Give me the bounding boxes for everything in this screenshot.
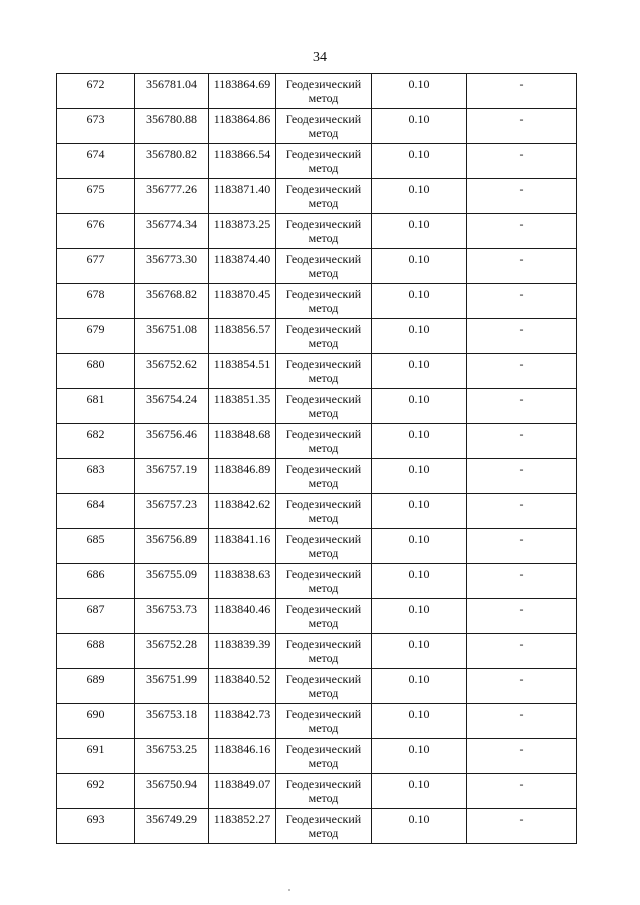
accuracy-cell: 0.10 (372, 634, 467, 669)
method-cell: Геодезический метод (276, 704, 372, 739)
description-cell: - (467, 599, 577, 634)
y-coordinate-cell: 1183873.25 (209, 214, 276, 249)
accuracy-cell: 0.10 (372, 179, 467, 214)
y-coordinate-cell: 1183842.73 (209, 704, 276, 739)
method-cell: Геодезический метод (276, 179, 372, 214)
point-number-cell: 693 (57, 809, 135, 844)
x-coordinate-cell: 356777.26 (135, 179, 209, 214)
method-cell: Геодезический метод (276, 354, 372, 389)
method-cell: Геодезический метод (276, 669, 372, 704)
point-number-cell: 690 (57, 704, 135, 739)
table-row (57, 459, 577, 494)
accuracy-cell: 0.10 (372, 389, 467, 424)
method-cell: Геодезический метод (276, 424, 372, 459)
description-cell: - (467, 249, 577, 284)
description-cell: - (467, 704, 577, 739)
x-coordinate-cell: 356757.23 (135, 494, 209, 529)
method-cell: Геодезический метод (276, 144, 372, 179)
accuracy-cell: 0.10 (372, 739, 467, 774)
description-cell: - (467, 774, 577, 809)
accuracy-cell: 0.10 (372, 319, 467, 354)
point-number-cell: 692 (57, 774, 135, 809)
y-coordinate-cell: 1183864.69 (209, 74, 276, 109)
y-coordinate-cell: 1183838.63 (209, 564, 276, 599)
accuracy-cell: 0.10 (372, 564, 467, 599)
method-cell: Геодезический метод (276, 564, 372, 599)
y-coordinate-cell: 1183870.45 (209, 284, 276, 319)
method-cell: Геодезический метод (276, 389, 372, 424)
accuracy-cell: 0.10 (372, 284, 467, 319)
x-coordinate-cell: 356768.82 (135, 284, 209, 319)
x-coordinate-cell: 356753.73 (135, 599, 209, 634)
description-cell: - (467, 634, 577, 669)
method-cell: Геодезический метод (276, 599, 372, 634)
page-number: 34 (313, 50, 327, 65)
x-coordinate-cell: 356751.99 (135, 669, 209, 704)
description-cell: - (467, 144, 577, 179)
method-cell: Геодезический метод (276, 74, 372, 109)
x-coordinate-cell: 356780.82 (135, 144, 209, 179)
y-coordinate-cell: 1183840.52 (209, 669, 276, 704)
accuracy-cell: 0.10 (372, 774, 467, 809)
table-row (57, 809, 577, 844)
y-coordinate-cell: 1183849.07 (209, 774, 276, 809)
accuracy-cell: 0.10 (372, 354, 467, 389)
x-coordinate-cell: 356750.94 (135, 774, 209, 809)
y-coordinate-cell: 1183856.57 (209, 319, 276, 354)
x-coordinate-cell: 356752.28 (135, 634, 209, 669)
scan-speck (288, 889, 290, 891)
accuracy-cell: 0.10 (372, 74, 467, 109)
description-cell: - (467, 459, 577, 494)
accuracy-cell: 0.10 (372, 809, 467, 844)
point-number-cell: 675 (57, 179, 135, 214)
method-cell: Геодезический метод (276, 739, 372, 774)
x-coordinate-cell: 356752.62 (135, 354, 209, 389)
y-coordinate-cell: 1183852.27 (209, 809, 276, 844)
point-number-cell: 681 (57, 389, 135, 424)
description-cell: - (467, 809, 577, 844)
table-row (57, 704, 577, 739)
x-coordinate-cell: 356756.89 (135, 529, 209, 564)
description-cell: - (467, 74, 577, 109)
table-row (57, 774, 577, 809)
accuracy-cell: 0.10 (372, 704, 467, 739)
accuracy-cell: 0.10 (372, 669, 467, 704)
x-coordinate-cell: 356749.29 (135, 809, 209, 844)
x-coordinate-cell: 356754.24 (135, 389, 209, 424)
x-coordinate-cell: 356757.19 (135, 459, 209, 494)
description-cell: - (467, 389, 577, 424)
x-coordinate-cell: 356753.18 (135, 704, 209, 739)
point-number-cell: 682 (57, 424, 135, 459)
point-number-cell: 685 (57, 529, 135, 564)
method-cell: Геодезический метод (276, 319, 372, 354)
accuracy-cell: 0.10 (372, 109, 467, 144)
x-coordinate-cell: 356774.34 (135, 214, 209, 249)
table-row (57, 249, 577, 284)
table-row (57, 144, 577, 179)
x-coordinate-cell: 356751.08 (135, 319, 209, 354)
description-cell: - (467, 354, 577, 389)
table-row (57, 669, 577, 704)
y-coordinate-cell: 1183871.40 (209, 179, 276, 214)
y-coordinate-cell: 1183851.35 (209, 389, 276, 424)
point-number-cell: 684 (57, 494, 135, 529)
point-number-cell: 687 (57, 599, 135, 634)
table-row (57, 634, 577, 669)
description-cell: - (467, 669, 577, 704)
table-row (57, 739, 577, 774)
point-number-cell: 677 (57, 249, 135, 284)
point-number-cell: 689 (57, 669, 135, 704)
method-cell: Геодезический метод (276, 634, 372, 669)
point-number-cell: 683 (57, 459, 135, 494)
point-number-cell: 678 (57, 284, 135, 319)
description-cell: - (467, 424, 577, 459)
table-row (57, 529, 577, 564)
y-coordinate-cell: 1183874.40 (209, 249, 276, 284)
description-cell: - (467, 564, 577, 599)
table-row (57, 284, 577, 319)
y-coordinate-cell: 1183854.51 (209, 354, 276, 389)
method-cell: Геодезический метод (276, 494, 372, 529)
table-row (57, 599, 577, 634)
method-cell: Геодезический метод (276, 809, 372, 844)
accuracy-cell: 0.10 (372, 214, 467, 249)
accuracy-cell: 0.10 (372, 599, 467, 634)
y-coordinate-cell: 1183842.62 (209, 494, 276, 529)
accuracy-cell: 0.10 (372, 424, 467, 459)
table-row (57, 354, 577, 389)
description-cell: - (467, 529, 577, 564)
accuracy-cell: 0.10 (372, 494, 467, 529)
point-number-cell: 686 (57, 564, 135, 599)
table-row (57, 319, 577, 354)
x-coordinate-cell: 356755.09 (135, 564, 209, 599)
description-cell: - (467, 214, 577, 249)
point-number-cell: 674 (57, 144, 135, 179)
method-cell: Геодезический метод (276, 109, 372, 144)
table-row (57, 564, 577, 599)
accuracy-cell: 0.10 (372, 144, 467, 179)
point-number-cell: 680 (57, 354, 135, 389)
coordinates-table (56, 73, 577, 844)
method-cell: Геодезический метод (276, 529, 372, 564)
y-coordinate-cell: 1183866.54 (209, 144, 276, 179)
table-row (57, 74, 577, 109)
point-number-cell: 688 (57, 634, 135, 669)
description-cell: - (467, 739, 577, 774)
point-number-cell: 679 (57, 319, 135, 354)
table-row (57, 494, 577, 529)
description-cell: - (467, 179, 577, 214)
table-row (57, 389, 577, 424)
y-coordinate-cell: 1183846.89 (209, 459, 276, 494)
x-coordinate-cell: 356780.88 (135, 109, 209, 144)
description-cell: - (467, 319, 577, 354)
method-cell: Геодезический метод (276, 249, 372, 284)
description-cell: - (467, 109, 577, 144)
point-number-cell: 676 (57, 214, 135, 249)
y-coordinate-cell: 1183864.86 (209, 109, 276, 144)
table-row (57, 109, 577, 144)
x-coordinate-cell: 356781.04 (135, 74, 209, 109)
point-number-cell: 672 (57, 74, 135, 109)
y-coordinate-cell: 1183839.39 (209, 634, 276, 669)
method-cell: Геодезический метод (276, 774, 372, 809)
x-coordinate-cell: 356756.46 (135, 424, 209, 459)
x-coordinate-cell: 356753.25 (135, 739, 209, 774)
accuracy-cell: 0.10 (372, 249, 467, 284)
y-coordinate-cell: 1183848.68 (209, 424, 276, 459)
table-row (57, 179, 577, 214)
x-coordinate-cell: 356773.30 (135, 249, 209, 284)
method-cell: Геодезический метод (276, 284, 372, 319)
accuracy-cell: 0.10 (372, 459, 467, 494)
description-cell: - (467, 284, 577, 319)
table-row (57, 424, 577, 459)
point-number-cell: 673 (57, 109, 135, 144)
method-cell: Геодезический метод (276, 459, 372, 494)
accuracy-cell: 0.10 (372, 529, 467, 564)
y-coordinate-cell: 1183840.46 (209, 599, 276, 634)
table-row (57, 214, 577, 249)
coordinates-table-body (57, 74, 577, 844)
method-cell: Геодезический метод (276, 214, 372, 249)
y-coordinate-cell: 1183846.16 (209, 739, 276, 774)
y-coordinate-cell: 1183841.16 (209, 529, 276, 564)
point-number-cell: 691 (57, 739, 135, 774)
description-cell: - (467, 494, 577, 529)
